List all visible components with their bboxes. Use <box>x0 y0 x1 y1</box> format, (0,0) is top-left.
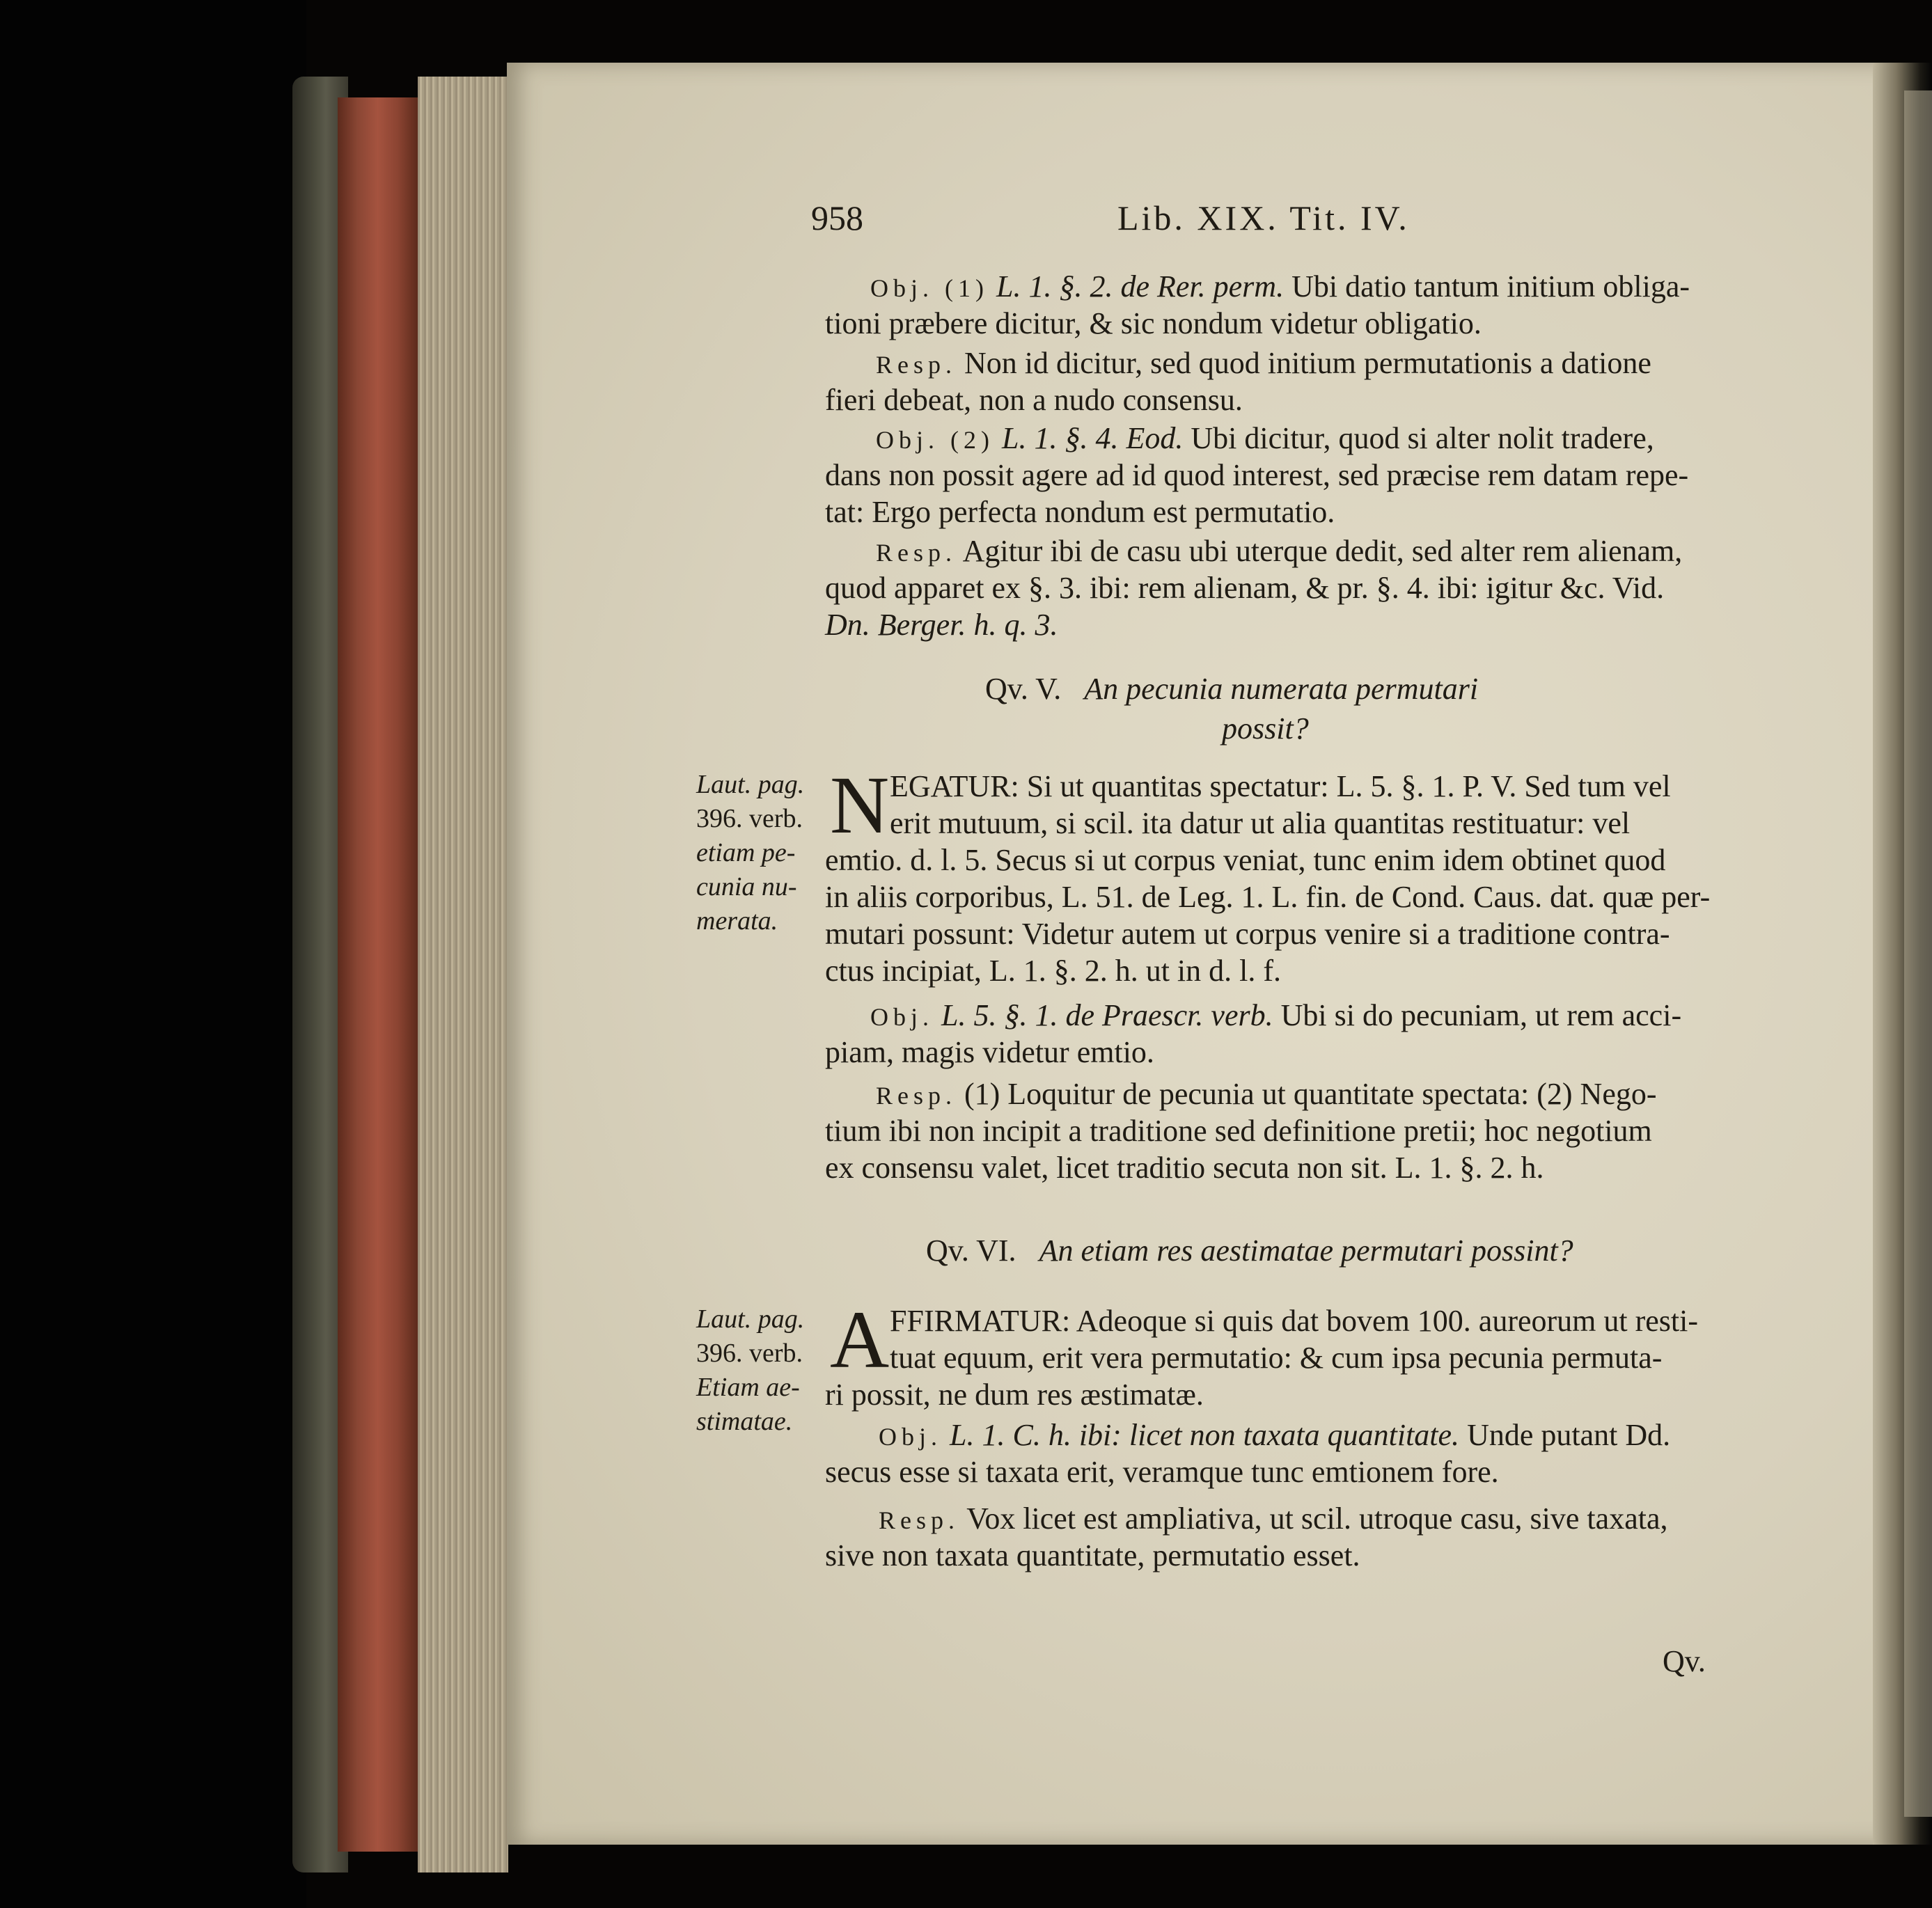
citation: L. 1. C. h. ibi: licet non taxata quantitate. <box>950 1418 1460 1452</box>
margin-note-line: merata. <box>696 906 778 936</box>
text-span: Vox licet est ampliativa, ut scil. utroque casu, sive taxata, <box>966 1501 1668 1536</box>
obj2-line-3: tat: Ergo perfecta nondum est permutatio. <box>825 495 1335 529</box>
text-span: Ubi si do pecuniam, ut rem acci- <box>1280 998 1682 1032</box>
text-span: (1) Loquitur de pecunia ut quantitate spectata: (2) Nego- <box>964 1077 1657 1111</box>
q6-obj-line-2: secus esse si taxata erit, veramque tunc emtionem fore. <box>825 1455 1499 1489</box>
text-span: Agitur ibi de casu ubi uterque dedit, sed alter rem alienam, <box>962 534 1683 568</box>
q6-resp-line-2: sive non taxata quantitate, permutatio esset. <box>825 1538 1360 1572</box>
q6-resp-line-1 <box>879 1501 1668 1536</box>
q5-body-line: erit mutuum, si scil. ita datur ut alia quantitas restituatur: vel <box>890 806 1631 840</box>
question-label: Qv. V. <box>985 672 1062 706</box>
obj1-line-2: tioni præbere dicitur, & sic nondum videtur obligatio. <box>825 306 1482 340</box>
margin-note-line: Etiam ae- <box>696 1373 800 1402</box>
question-label: Qv. VI. <box>926 1233 1016 1268</box>
page-stack-edge <box>418 77 508 1872</box>
obj2-line-2: dans non possit agere ad id quod interest, sed præcise rem datam repe- <box>825 458 1689 492</box>
question-title: An pecunia numerata permutari <box>1084 672 1479 706</box>
q5-heading-line-1 <box>985 674 1478 704</box>
obj2-line-1 <box>876 423 1654 454</box>
resp2-line-3: Dn. Berger. h. q. 3. <box>825 608 1058 642</box>
q6-body-line: ri possit, ne dum res æstimatæ. <box>825 1378 1204 1412</box>
citation: L. 1. §. 2. de Rer. perm. <box>996 269 1285 303</box>
catchword: Qv. <box>1663 1644 1706 1678</box>
text-span: Ubi datio tantum initium obliga- <box>1291 269 1690 303</box>
q5-heading-line-2: possit? <box>1222 711 1309 746</box>
margin-note-line: cunia nu- <box>696 872 797 901</box>
q6-obj-line-1 <box>879 1420 1670 1451</box>
citation: L. 1. §. 4. Eod. <box>1001 421 1184 455</box>
q5-resp-line-3: ex consensu valet, licet traditio secuta non sit. L. 1. §. 2. h. <box>825 1151 1544 1185</box>
page-number: 958 <box>811 198 863 237</box>
obj-label: Obj. <box>870 1003 934 1031</box>
q5-obj-line-1 <box>870 1000 1681 1031</box>
obj-label: Obj. <box>879 1423 942 1451</box>
margin-note-line: stimatae. <box>696 1407 793 1436</box>
resp2-line-2: quod apparet ex §. 3. ibi: rem alienam, & pr. §. 4. ibi: igitur &c. Vid. <box>825 571 1665 605</box>
drop-cap: A <box>830 1294 890 1385</box>
q5-body-line: EGATUR: Si ut quantitas spectatur: L. 5. §. 1. P. V. Sed tum vel <box>890 769 1671 803</box>
margin-note-line: Laut. pag. <box>696 1304 805 1334</box>
resp-label: Resp. <box>879 1506 959 1534</box>
running-title: Lib. XIX. Tit. IV. <box>1117 198 1410 237</box>
q5-obj-line-2: piam, magis videtur emtio. <box>825 1035 1154 1069</box>
red-page-edge <box>338 97 418 1852</box>
obj-label: Obj. (1) <box>870 274 989 302</box>
q5-resp-line-2: tium ibi non incipit a traditione sed definitione pretii; hoc negotium <box>825 1114 1652 1148</box>
margin-note-line: etiam pe- <box>696 838 796 867</box>
margin-note-line: 396. verb. <box>696 1339 803 1368</box>
text-span: Unde putant Dd. <box>1467 1418 1671 1452</box>
resp1-line-1 <box>876 348 1651 379</box>
obj1-line-1 <box>870 271 1690 302</box>
citation: L. 5. §. 1. de Praescr. verb. <box>941 998 1273 1032</box>
q5-body-line: emtio. d. l. 5. Secus si ut corpus veniat, tunc enim idem obtinet quod <box>825 843 1666 877</box>
facing-page-edge <box>1904 90 1932 1817</box>
drop-cap: N <box>830 759 890 851</box>
resp-label: Resp. <box>876 539 957 567</box>
margin-note-line: 396. verb. <box>696 804 803 833</box>
resp1-line-2: fieri debeat, non a nudo consensu. <box>825 383 1243 417</box>
q6-heading <box>926 1233 1573 1268</box>
margin-note-line: Laut. pag. <box>696 770 805 799</box>
q5-body-line: mutari possunt: Videtur autem ut corpus venire si a traditione contra- <box>825 917 1670 951</box>
resp2-line-1 <box>876 536 1682 567</box>
background-shadow <box>0 0 306 1908</box>
resp-label: Resp. <box>876 1082 957 1110</box>
q5-resp-line-1 <box>876 1079 1657 1110</box>
text-span: Ubi dicitur, quod si alter nolit tradere, <box>1191 421 1654 455</box>
q5-body-line: ctus incipiat, L. 1. §. 2. h. ut in d. l. f. <box>825 954 1282 988</box>
resp-label: Resp. <box>876 351 957 379</box>
obj-label: Obj. (2) <box>876 426 994 454</box>
question-title: An etiam res aestimatae permutari possint? <box>1039 1233 1573 1268</box>
q5-body-line: in aliis corporibus, L. 51. de Leg. 1. L. fin. de Cond. Caus. dat. quæ per- <box>825 880 1711 914</box>
q6-body-line: FFIRMATUR: Adeoque si quis dat bovem 100. aureorum ut resti- <box>890 1304 1699 1338</box>
text-span: Non id dicitur, sed quod initium permutationis a datione <box>964 346 1651 380</box>
q6-body-line: tuat equum, erit vera permutatio: & cum ipsa pecunia permuta- <box>890 1341 1663 1375</box>
